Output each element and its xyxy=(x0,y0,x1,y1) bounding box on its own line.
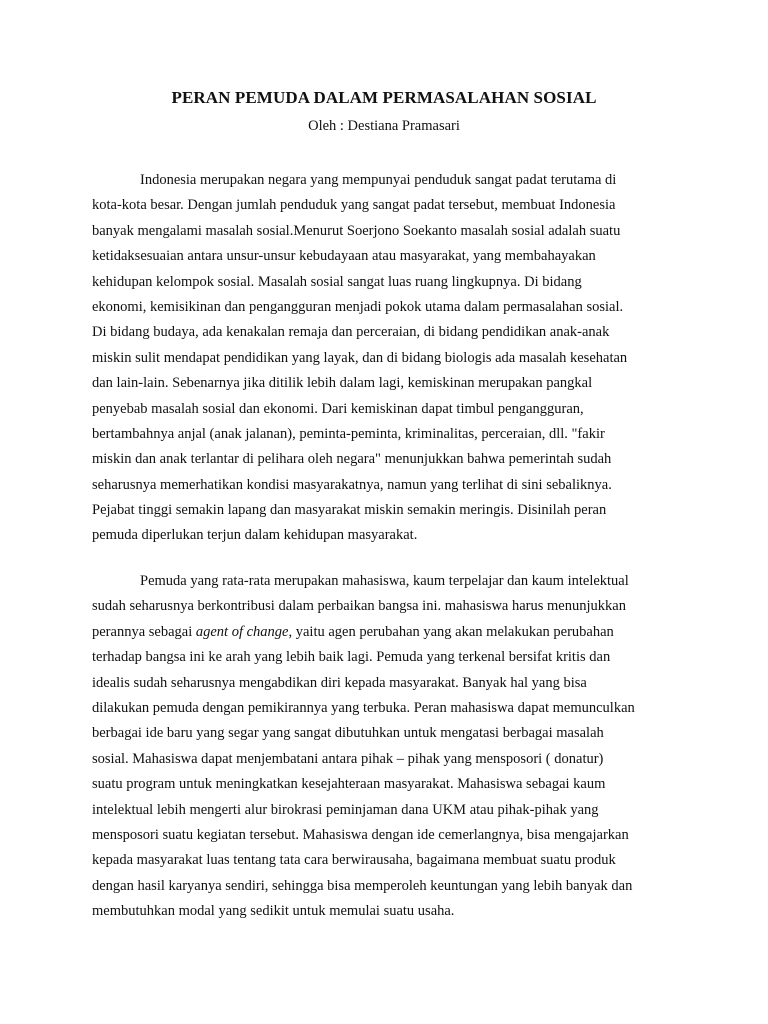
text-line: ekonomi, kemisikinan dan pengangguran menjadi pokok utama dalam permasalahan sosial. xyxy=(92,298,624,315)
text-line-with-italic xyxy=(92,620,682,645)
text-line: terhadap bangsa ini ke arah yang lebih baik lagi. Pemuda yang terkenal bersifat kritis dan xyxy=(92,649,611,666)
text-line: kota-kota besar. Dengan jumlah penduduk yang sangat padat tersebut, membuat Indonesia xyxy=(92,197,616,214)
paragraph-1 xyxy=(92,168,682,549)
text-line: mensposori suatu kegiatan tersebut. Mahasiswa dengan ide cemerlangnya, bisa mengajarkan xyxy=(92,826,629,843)
text-line: suatu program untuk meningkatkan kesejahteraan masyarakat. Mahasiswa sebagai kaum xyxy=(92,776,606,793)
text-line: sosial. Mahasiswa dapat menjembatani antara pihak – pihak yang mensposori ( donatur) xyxy=(92,750,604,767)
text-line: membutuhkan modal yang sedikit untuk memulai suatu usaha. xyxy=(92,903,455,920)
italic-term: agent of change xyxy=(195,623,289,640)
text-line: Pejabat tinggi semakin lapang dan masyarakat miskin semakin meringis. Disinilah peran xyxy=(92,502,607,519)
text-line: intelektual lebih mengerti alur birokrasi peminjaman dana UKM atau pihak-pihak yang xyxy=(92,801,599,818)
text-line: seharusnya memerhatikan kondisi masyarakatnya, namun yang terlihat di sini sebaliknya. xyxy=(92,476,612,493)
text-line: miskin dan anak terlantar di pelihara oleh negara" menunjukkan bahwa pemerintah sudah xyxy=(92,451,612,468)
text-line: miskin sulit mendapat pendidikan yang layak, dan di bidang biologis ada masalah kesehatan xyxy=(92,349,628,366)
text-line: dan lain-lain. Sebenarnya jika ditilik lebih dalam lagi, kemiskinan merupakan pangkal xyxy=(92,375,593,392)
text-line: sudah seharusnya berkontribusi dalam perbaikan bangsa ini. mahasiswa harus menunjukkan xyxy=(92,598,626,615)
text-line: ketidaksesuaian antara unsur-unsur kebudayaan atau masyarakat, yang membahayakan xyxy=(92,248,596,265)
document-author: Oleh : Destiana Pramasari xyxy=(308,118,460,134)
text-line: idealis sudah seharusnya mengabdikan diri kepada masyarakat. Banyak hal yang bisa xyxy=(92,674,587,691)
text-line: Di bidang budaya, ada kenakalan remaja dan perceraian, di bidang pendidikan anak-anak xyxy=(92,324,610,341)
text-line: dengan hasil karyanya sendiri, sehingga bisa memperoleh keuntungan yang lebih banyak dan xyxy=(92,877,633,894)
text-line: Indonesia merupakan negara yang mempunyai penduduk sangat padat terutama di xyxy=(140,172,617,188)
document-title: PERAN PEMUDA DALAM PERMASALAHAN SOSIAL xyxy=(171,88,597,107)
paragraph-2 xyxy=(92,569,682,924)
text-line: bertambahnya anjal (anak jalanan), peminta-peminta, kriminalitas, perceraian, dll. "fakir xyxy=(92,425,605,442)
text-line: banyak mengalami masalah sosial.Menurut Soerjono Soekanto masalah sosial adalah suatu xyxy=(92,222,621,239)
text-line: kepada masyarakat luas tentang tata cara berwirausaha, bagaimana membuat suatu produk xyxy=(92,852,616,869)
text-line: Pemuda yang rata-rata merupakan mahasiswa, kaum terpelajar dan kaum intelektual xyxy=(140,573,629,589)
text-line: pemuda diperlukan terjun dalam kehidupan masyarakat. xyxy=(92,527,418,544)
text-line: penyebab masalah sosial dan ekonomi. Dari kemiskinan dapat timbul pengangguran, xyxy=(92,400,584,417)
text-line: dilakukan pemuda dengan pemikirannya yang terbuka. Peran mahasiswa dapat memunculkan xyxy=(92,699,635,716)
text-line: berbagai ide baru yang segar yang sangat dibutuhkan untuk mengatasi berbagai masalah xyxy=(92,725,604,742)
text-segment: perannya sebagai xyxy=(92,623,196,640)
text-segment: , yaitu agen perubahan yang akan melakukan perubahan xyxy=(288,623,614,640)
text-line: kehidupan kelompok sosial. Masalah sosial sangat luas ruang lingkupnya. Di bidang xyxy=(92,273,582,290)
